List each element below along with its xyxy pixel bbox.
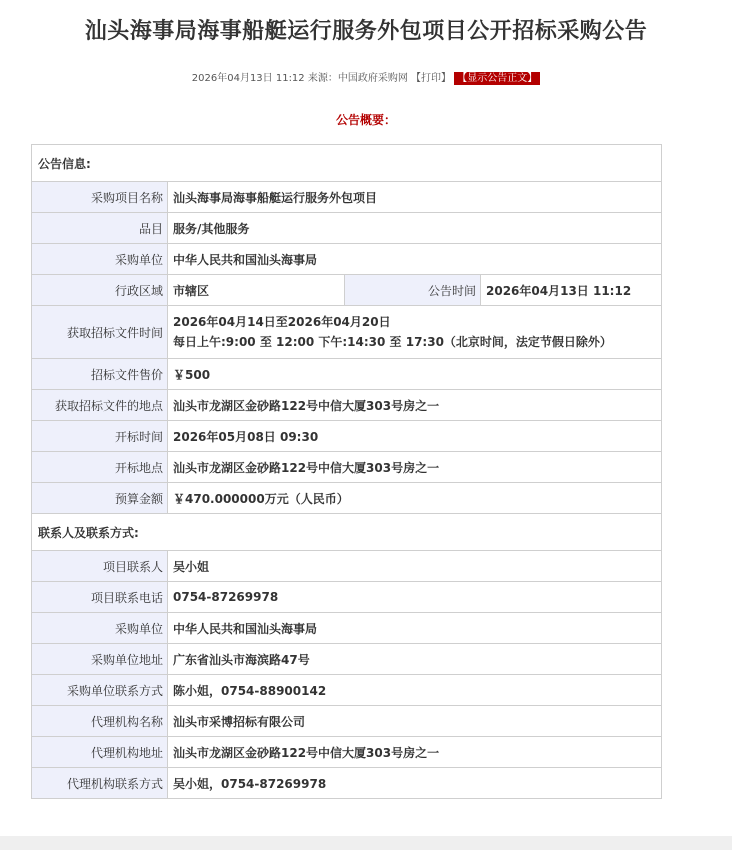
publish-meta — [0, 69, 732, 84]
table-row — [32, 213, 662, 244]
label-doc-location: 获取招标文件的地点 — [32, 390, 168, 421]
label-category: 品目 — [32, 213, 168, 244]
label-contact-purchaser: 采购单位 — [32, 613, 168, 644]
publish-date-source: 2026年04月13日 11:12 来源：中国政府采购网 — [191, 73, 408, 84]
table-row — [32, 182, 662, 213]
value-project-phone: 0754-87269978 — [168, 582, 662, 613]
value-project-contact: 吴小姐 — [168, 551, 662, 582]
table-row — [32, 737, 662, 768]
value-purchaser: 中华人民共和国汕头海事局 — [168, 244, 662, 275]
table-row — [32, 306, 662, 359]
label-purchaser-address: 采购单位地址 — [32, 644, 168, 675]
page-footer-bar — [0, 836, 732, 850]
label-region: 行政区域 — [32, 275, 168, 306]
table-row — [32, 675, 662, 706]
table-row — [32, 551, 662, 582]
summary-heading: 公告概要： — [335, 113, 396, 127]
section-title-contacts: 联系人及联系方式: — [32, 514, 662, 551]
value-agency-contact: 吴小姐，0754-87269978 — [168, 768, 662, 799]
value-agency-name: 汕头市采博招标有限公司 — [168, 706, 662, 737]
print-link[interactable]: 【打印】 — [411, 73, 452, 84]
label-doc-price: 招标文件售价 — [32, 359, 168, 390]
value-contact-purchaser: 中华人民共和国汕头海事局 — [168, 613, 662, 644]
table-row — [32, 421, 662, 452]
value-doc-price: ￥500 — [168, 359, 662, 390]
table-row — [32, 582, 662, 613]
table-row — [32, 390, 662, 421]
label-budget: 预算金额 — [32, 483, 168, 514]
label-doc-time: 获取招标文件时间 — [32, 306, 168, 359]
value-agency-address: 汕头市龙湖区金砂路122号中信大厦303号房之一 — [168, 737, 662, 768]
value-category: 服务/其他服务 — [168, 213, 662, 244]
table-row — [32, 644, 662, 675]
table-row — [32, 768, 662, 799]
value-budget: ￥470.000000万元（人民币） — [168, 483, 662, 514]
section-title-announcement: 公告信息: — [32, 145, 662, 182]
doc-time-hours: 每日上午:9:00 至 12:00 下午:14:30 至 17:30（北京时间，法定节假日除外） — [173, 335, 612, 349]
label-purchaser: 采购单位 — [32, 244, 168, 275]
label-publish-time: 公告时间 — [345, 275, 481, 306]
label-project-phone: 项目联系电话 — [32, 582, 168, 613]
label-open-location: 开标地点 — [32, 452, 168, 483]
page-title: 汕头海事局海事船艇运行服务外包项目公开招标采购公告 — [84, 19, 648, 44]
show-full-text-button[interactable]: 【显示公告正文】 — [454, 72, 540, 85]
table-row — [32, 706, 662, 737]
label-project-contact: 项目联系人 — [32, 551, 168, 582]
doc-time-range: 2026年04月14日至2026年04月20日 — [173, 315, 391, 329]
value-open-time: 2026年05月08日 09:30 — [168, 421, 662, 452]
table-row — [32, 483, 662, 514]
table-row — [32, 244, 662, 275]
announcement-summary-table — [31, 144, 662, 799]
table-row — [32, 452, 662, 483]
value-project-name: 汕头海事局海事船艇运行服务外包项目 — [168, 182, 662, 213]
label-agency-contact: 代理机构联系方式 — [32, 768, 168, 799]
label-agency-name: 代理机构名称 — [32, 706, 168, 737]
value-doc-time — [168, 306, 662, 359]
value-publish-time: 2026年04月13日 11:12 — [481, 275, 662, 306]
value-doc-location: 汕头市龙湖区金砂路122号中信大厦303号房之一 — [168, 390, 662, 421]
value-purchaser-contact: 陈小姐，0754-88900142 — [168, 675, 662, 706]
label-project-name: 采购项目名称 — [32, 182, 168, 213]
label-open-time: 开标时间 — [32, 421, 168, 452]
table-row — [32, 275, 662, 306]
value-open-location: 汕头市龙湖区金砂路122号中信大厦303号房之一 — [168, 452, 662, 483]
table-row — [32, 359, 662, 390]
value-region: 市辖区 — [168, 275, 345, 306]
table-row — [32, 613, 662, 644]
label-purchaser-contact: 采购单位联系方式 — [32, 675, 168, 706]
label-agency-address: 代理机构地址 — [32, 737, 168, 768]
value-purchaser-address: 广东省汕头市海滨路47号 — [168, 644, 662, 675]
